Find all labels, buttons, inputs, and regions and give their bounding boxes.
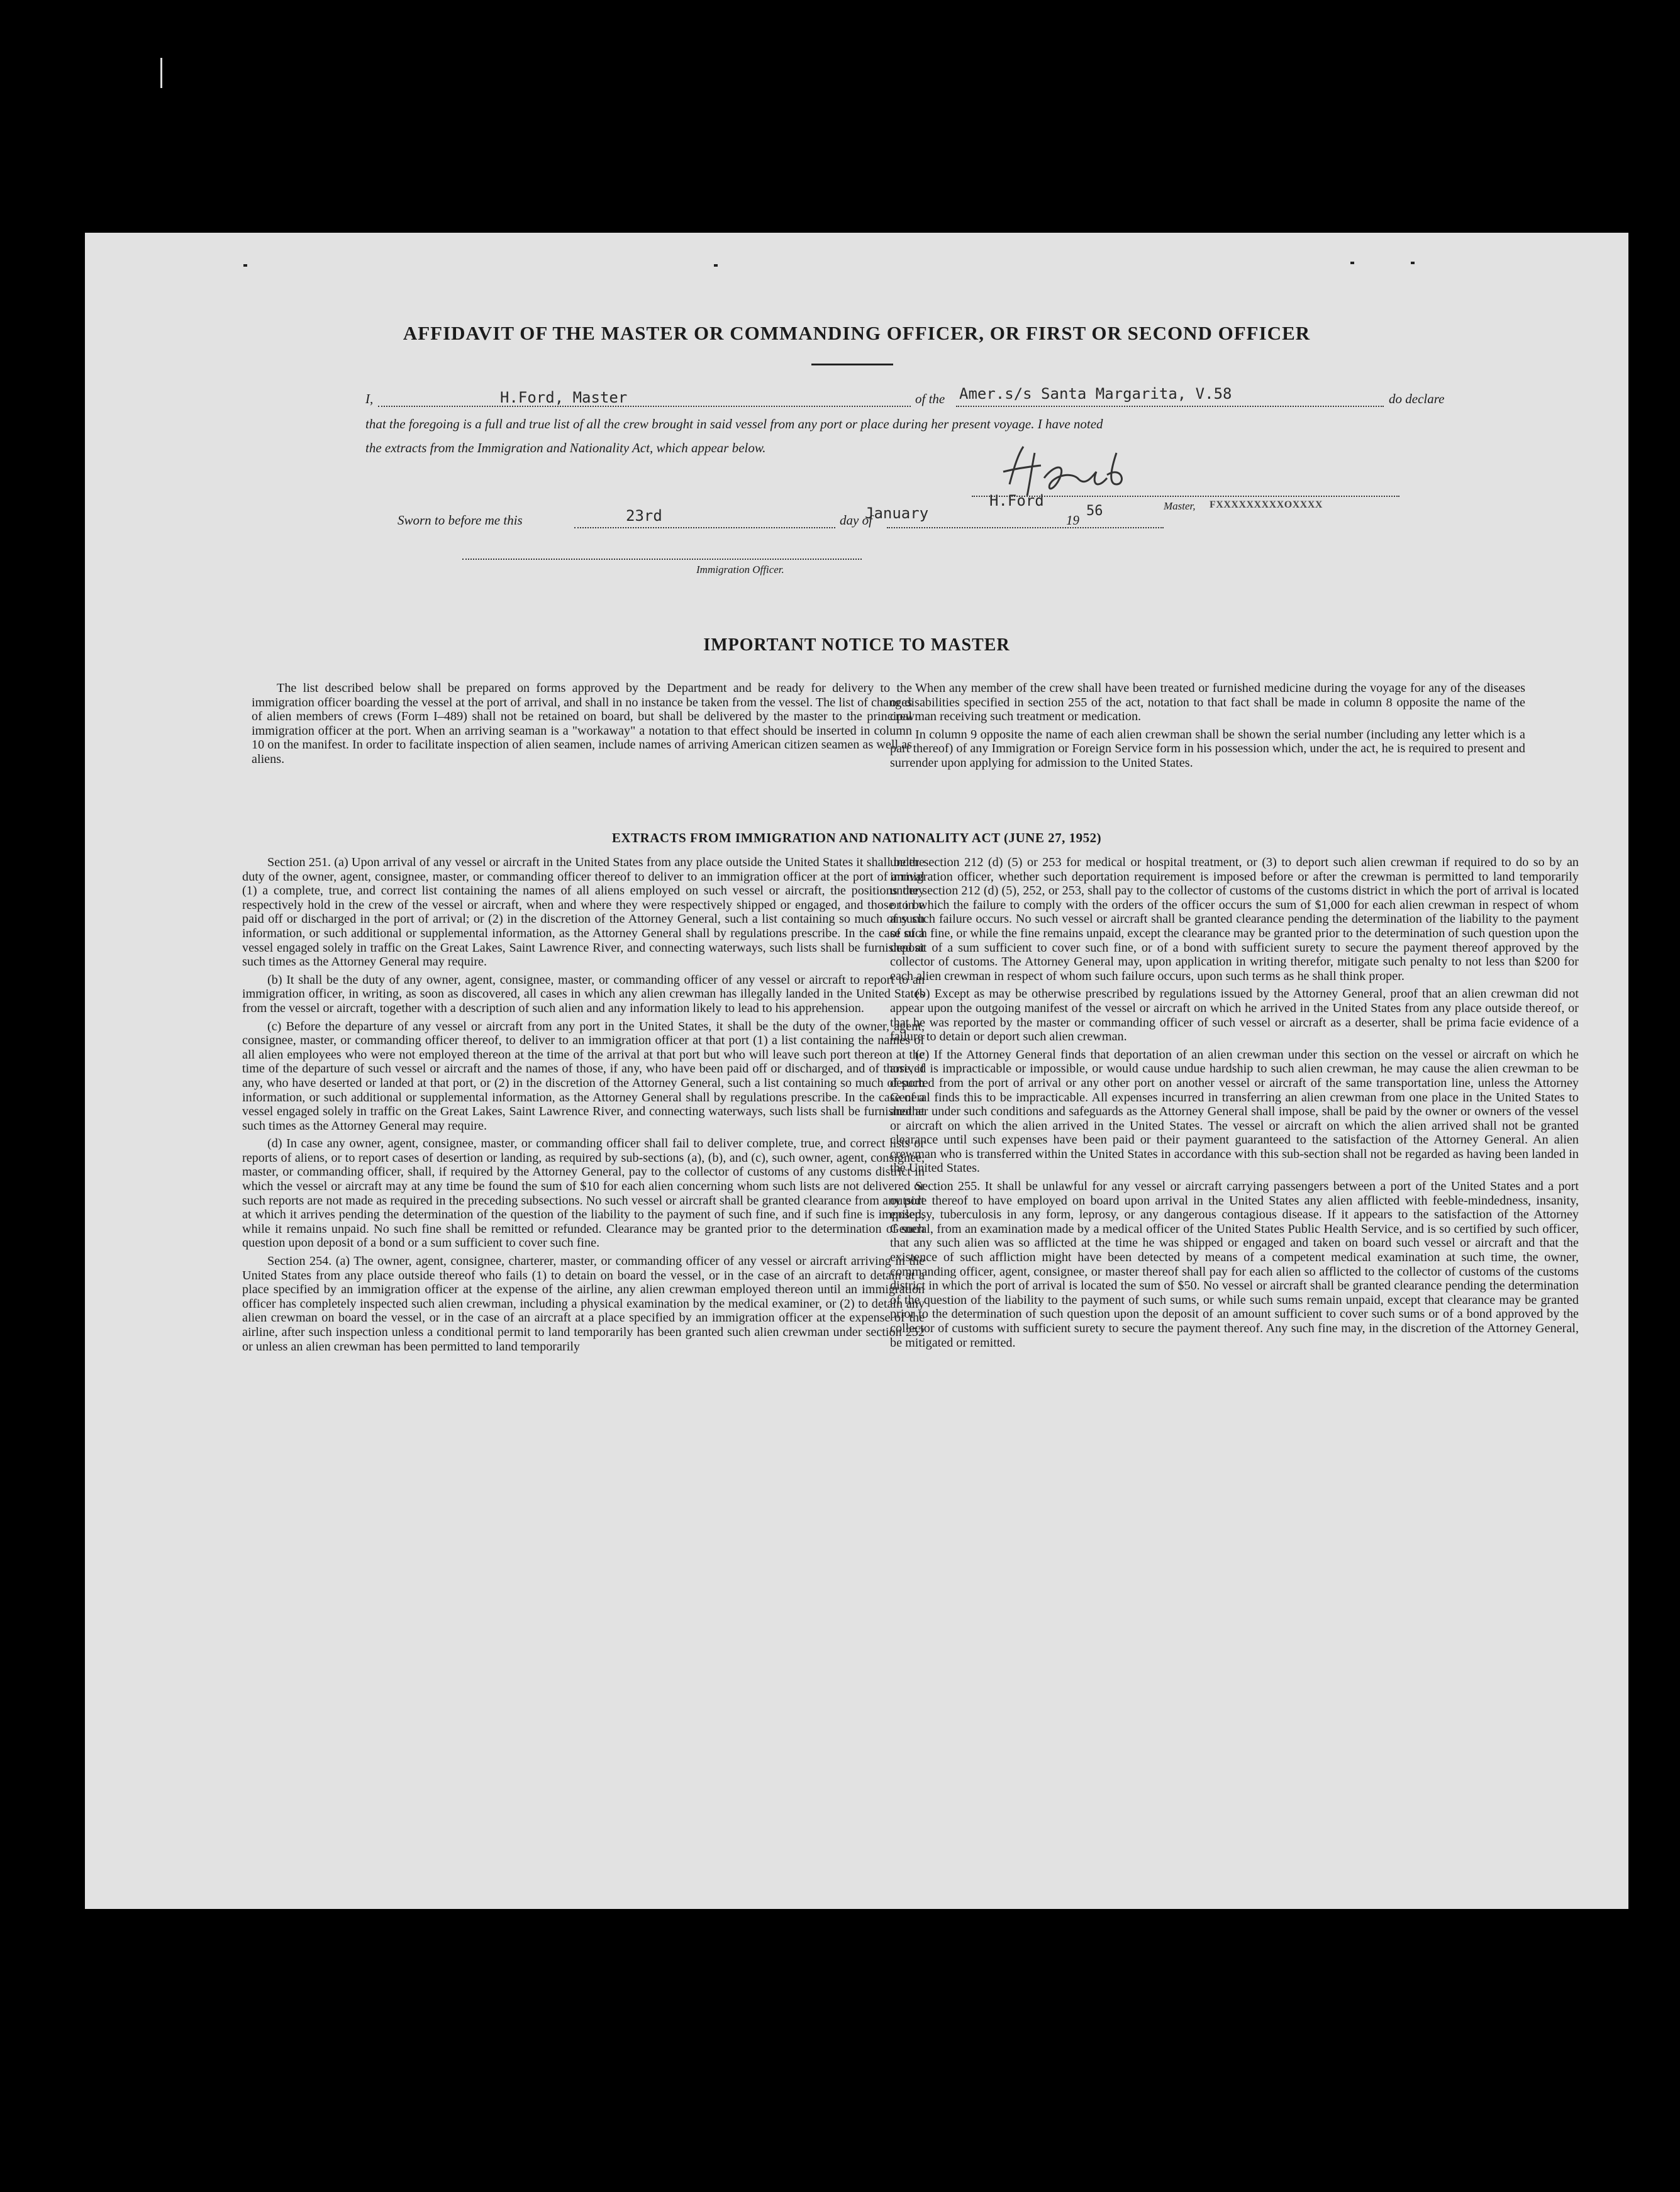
typed-signature: H.Ford xyxy=(989,492,1044,509)
vessel-name-field: Amer.s/s Santa Margarita, V.58 xyxy=(959,385,1232,403)
extracts-left-column xyxy=(242,855,925,1357)
day-line xyxy=(574,527,835,528)
master-label: Master, xyxy=(1164,500,1196,512)
year-prefix: 19 xyxy=(1066,513,1079,528)
label-i: I, xyxy=(365,391,374,406)
document-page xyxy=(85,233,1628,1909)
master-name-field: H.Ford, Master xyxy=(500,389,628,406)
title-divider xyxy=(811,364,893,365)
extract-paragraph: under section 212 (d) (5) or 253 for medical or hospital treatment, or (3) to deport such alien crewman if required to do so by an immigration officer, whether such deportation requirement is imposed before or after the crewman is permitted to land temporarily under section 212 (d) (5), 252, or 253, shall pay to the collector of customs of the customs district in which the port of arrival is located or in which the failure to comply with the orders of the officer occurs the sum of $1,000 for each alien crewman in respect of whom any such failure occurs. No such vessel or aircraft shall be granted clearance pending the determination of the liability to the payment of such fine, or while the fine remains unpaid, except the clearance may be granted prior to the determination of such question upon the deposit of a sum sufficient to cover such fine, or of a bond with sufficient surety to secure the payment thereof approved by the collector of customs. The Attorney General may, upon application in writing therefor, mitigate such penalty to not less than $200 for each alien crewman in respect of whom such failure occurs, upon such terms as he shall think proper. xyxy=(890,855,1579,983)
corner-mark xyxy=(243,264,247,267)
master-signature-line xyxy=(972,496,1399,497)
year-field: 56 xyxy=(1086,503,1103,519)
extract-paragraph: Section 254. (a) The owner, agent, consignee, charterer, master, or commanding officer of any vessel or aircraft arriving in the United States from any place outside thereof who fails (1) to detain on board the vessel, or in the case of an aircraft to detain at a place specified by an immigration officer at the expense of the airline, any alien crewman employed thereon until an immigration officer has completely inspected such alien crewman, including a physical examination by the medical examiner, or (2) to detain any alien crewman on board the vessel, or in the case of an aircraft at a place specified by an immigration officer at the expense of the airline, after such inspection unless a conditional permit to land temporarily has been granted such alien crewman under section 252 or unless an alien crewman has been permitted to land temporarily xyxy=(242,1254,925,1354)
statement-line-2: the extracts from the Immigration and Nationality Act, which appear below. xyxy=(365,440,766,455)
label-of-the: of the xyxy=(915,391,945,406)
extracts-right-column xyxy=(890,855,1579,1354)
extract-paragraph: (c) If the Attorney General finds that deportation of an alien crewman under this section on the vessel or aircraft on which he arrived is impracticable or impossible, or would cause undue hardship to such alien crewman, he may cause the alien crewman to be deported from the port of arrival or any other port on another vessel or aircraft of the same transportation line, unless the Attorney General finds this to be impracticable. All expenses incurred in transferring an alien crewman from one place in the United States to another under such conditions and safeguards as the Attorney General shall impose, shall be paid by the owner or owners of the vessel or aircraft on which the alien arrived in the United States. The vessel or aircraft on which the alien arrived shall not be granted clearance until such expenses have been paid or their payment guaranteed to the satisfaction of the Attorney General. An alien crewman who is transferred within the United States in accordance with this sub-section shall not be regarded as having been landed in the United States. xyxy=(890,1047,1579,1176)
name-line xyxy=(378,406,911,407)
vessel-line xyxy=(956,406,1384,407)
day-of-label: day of xyxy=(840,513,872,528)
master-struck-text: FXXXXXXXXXOXXXX xyxy=(1210,499,1323,510)
immigration-officer-label: Immigration Officer. xyxy=(696,564,784,576)
affidavit-title: AFFIDAVIT OF THE MASTER OR COMMANDING OFFICER, OR FIRST OR SECOND OFFICER xyxy=(403,322,1311,344)
corner-mark xyxy=(1350,262,1354,264)
immigration-officer-line xyxy=(462,559,862,560)
notice-right-column xyxy=(890,681,1525,774)
extract-paragraph: (b) It shall be the duty of any owner, agent, consignee, master, or commanding officer of any vessel or aircraft to report to an immigration officer, in writing, as soon as discovered, all cases in which any alien crewman has illegally landed in the United States from the vessel or aircraft, together with a description of such alien and any information likely to lead to his apprehension. xyxy=(242,972,925,1015)
label-do-declare: do declare xyxy=(1389,391,1445,406)
notice-paragraph: In column 9 opposite the name of each alien crewman shall be shown the serial number (including any letter which is a part thereof) of any Immigration or Foreign Service form in his possession which, under the act, he is required to present and surrender upon applying for admission to the United States. xyxy=(890,727,1525,770)
extracts-title: EXTRACTS FROM IMMIGRATION AND NATIONALITY ACT (JUNE 27, 1952) xyxy=(611,830,1102,845)
extract-paragraph: (d) In case any owner, agent, consignee, master, or commanding officer shall fail to deliver complete, true, and correct lists or reports of aliens, or to report cases of desertion or landing, as required by sub-sections (a), (b), and (c), such owner, agent, consignee, master, or commanding officer, shall, if required by the Attorney General, pay to the collector of customs of any customs district in which the vessel or aircraft may at any time be found the sum of $10 for each alien concerning whom such lists are not delivered or such reports are not made as required in the preceding subsections. No such vessel or aircraft shall be granted clearance from any port at which it arrives pending the determination of the question of the liability to the payment of such fine, and if such fine is imposed, while it remains unpaid. No such fine shall be remitted or refunded. Clearance may be granted prior to the determination of such question upon deposit of a bond or a sum sufficient to cover such fine. xyxy=(242,1137,925,1250)
notice-paragraph: When any member of the crew shall have been treated or furnished medicine during the voyage for any of the diseases or disabilities specified in section 255 of the act, notation to that fact shall be made in column 8 opposite the name of the crewman receiving such treatment or medication. xyxy=(890,681,1525,724)
scan-mark xyxy=(160,58,162,88)
month-field: January xyxy=(865,504,929,522)
notice-paragraph: The list described below shall be prepared on forms approved by the Department and be ready for delivery to the immigration officer boarding the vessel at the port of arrival, and shall in no instance be taken from the vessel. The list of changes of alien members of crews (Form I–489) shall not be retained on board, but shall be delivered by the master to the principal immigration officer at the port. When an arriving seaman is a "workaway" a notation to that effect should be inserted in column 10 on the manifest. In order to facilitate inspection of alien seamen, include names of arriving American citizen seamen as well as aliens. xyxy=(252,681,912,766)
corner-mark xyxy=(1411,262,1415,264)
extract-paragraph: (b) Except as may be otherwise prescribed by regulations issued by the Attorney General, proof that an alien crewman did not appear upon the outgoing manifest of the vessel or aircraft on which he arrived in the United States from any place outside thereof, or that he was reported by the master or commanding officer of such vessel or aircraft as a deserter, shall be prima facie evidence of a failure to detain or deport such alien crewman. xyxy=(890,987,1579,1044)
extract-paragraph: (c) Before the departure of any vessel or aircraft from any port in the United States, it shall be the duty of the owner, agent, consignee, master, or commanding officer thereof, to deliver to an immigration officer at that port (1) a list containing the names of all alien employees who were not employed thereon at the time of the arrival at that port but who will leave such port thereon at the time of the departure of such vessel or aircraft and the names of those, if any, who have been paid off or discharged, and of those, if any, who have deserted or landed at that port, or (2) in the discretion of the Attorney General, such a list containing so much of such information, or such additional or supplemental information, as the Attorney General shall by regulations prescribe. In the case of a vessel engaged solely in traffic on the Great Lakes, Saint Lawrence River, and connecting waterways, such lists shall be furnished at such times as the Attorney General may require. xyxy=(242,1019,925,1133)
corner-mark xyxy=(714,264,718,267)
notice-title: IMPORTANT NOTICE TO MASTER xyxy=(703,635,1010,655)
notice-left-column xyxy=(252,681,912,771)
sworn-label: Sworn to before me this xyxy=(398,513,523,528)
month-line xyxy=(887,527,1164,528)
extract-paragraph: Section 251. (a) Upon arrival of any vessel or aircraft in the United States from any place outside the United States it shall be the duty of the owner, agent, consignee, master, or commanding officer thereof to deliver to an immigration officer at the port of arrival (1) a complete, true, and correct list containing the names of all aliens employed on such vessel or aircraft, the positions they respectively hold in the crew of the vessel or aircraft, when and where they were respectively shipped or engaged, and those to be paid off or discharged in the port of arrival; or (2) in the discretion of the Attorney General, such a list containing so much of such information, or such additional or supplemental information, as the Attorney General shall by regulations prescribe. In the case of a vessel engaged solely in traffic on the Great Lakes, Saint Lawrence River, and connecting waterways, such lists shall be furnished at such times as the Attorney General may require. xyxy=(242,855,925,969)
statement-line-1: that the foregoing is a full and true list of all the crew brought in said vessel from any port or place during her present voyage. I have noted xyxy=(365,416,1103,431)
extract-paragraph: Section 255. It shall be unlawful for any vessel or aircraft carrying passengers between a port of the United States and a port outside thereof to have employed on board upon arrival in the United States any alien afflicted with feeble-mindedness, insanity, epilepsy, tuberculosis in any form, leprosy, or any dangerous contagious disease. If it appears to the satisfaction of the Attorney General, from an examination made by a medical officer of the United States Public Health Service, and is so certified by such officer, that any such alien was so afflicted at the time he was shipped or engaged and taken on board such vessel or aircraft and that the existence of such affliction might have been detected by means of a competent medical examination at such time, the owner, commanding officer, agent, consignee, or master thereof shall pay for each alien so afflicted to the collector of customs of the customs district in which the port of arrival is located the sum of $50. No vessel or aircraft shall be granted clearance pending the determination of the question of the liability to the payment of such sums, or while such sums remain unpaid, except that clearance may be granted prior to the determination of such question upon the deposit of an amount sufficient to cover such sums or of a bond approved by the collector of customs with sufficient surety to secure the payment thereof. Any such fine may, in the discretion of the Attorney General, be mitigated or remitted. xyxy=(890,1179,1579,1350)
day-field: 23rd xyxy=(626,507,662,525)
